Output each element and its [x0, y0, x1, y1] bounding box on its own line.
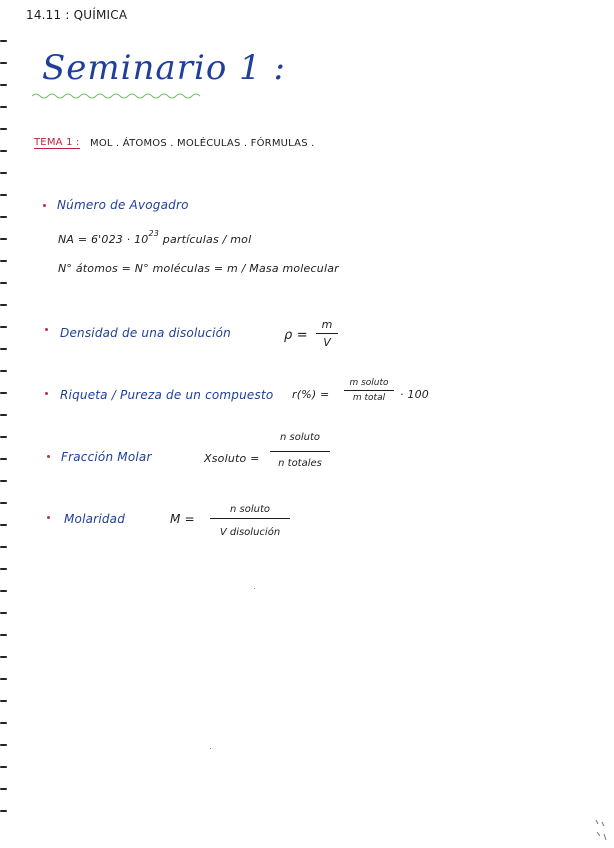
densidad-numerator: m — [321, 318, 333, 331]
molaridad-label: Molaridad — [64, 512, 126, 526]
densidad-label: Densidad de una disolución — [60, 326, 231, 340]
riqueza-lhs: r(%) = — [292, 388, 330, 401]
bullet-densidad — [45, 328, 48, 331]
bullet-riqueza — [45, 392, 48, 395]
densidad-denominator: V — [323, 336, 331, 349]
title-underline — [32, 92, 202, 100]
spiral-binding — [0, 0, 10, 848]
course-header: 14.11 : QUÍMICA — [26, 8, 128, 22]
bullet-avogadro — [43, 204, 46, 207]
densidad-fraction — [316, 318, 338, 349]
paper-speck — [210, 748, 211, 749]
bullet-molaridad — [47, 516, 50, 519]
molaridad-fraction — [210, 504, 290, 538]
riqueza-numerator: m soluto — [349, 378, 389, 388]
corner-mark — [592, 818, 610, 844]
fraccion-lhs: Xsoluto = — [204, 452, 260, 465]
avogadro-formula — [58, 229, 252, 246]
densidad-lhs: ρ = — [284, 328, 308, 343]
fraccion-numerator: n soluto — [280, 432, 320, 443]
avogadro-exponent: 23 — [148, 229, 160, 238]
atoms-relation: N° átomos = N° moléculas = m / Masa molecular — [58, 262, 339, 275]
paper-speck — [254, 588, 255, 589]
riqueza-fraction — [344, 378, 394, 403]
tema-topics: MOL . ÁTOMOS . MOLÉCULAS . FÓRMULAS . — [90, 138, 315, 149]
fraccion-fraction — [270, 432, 330, 469]
riqueza-label: Riqueta / Pureza de un compuesto — [60, 388, 274, 402]
fraccion-label: Fracción Molar — [61, 450, 152, 464]
fraccion-denominator: n totales — [278, 458, 322, 469]
molaridad-denominator: V disolución — [219, 527, 281, 538]
bullet-fraccion — [47, 455, 50, 458]
avogadro-label: Número de Avogadro — [57, 198, 189, 212]
avogadro-na-prefix: NA = 6'023 · 10 — [58, 233, 149, 246]
molaridad-lhs: M = — [170, 512, 195, 526]
riqueza-factor: · 100 — [400, 388, 429, 401]
avogadro-na-suffix: partículas / mol — [162, 233, 252, 246]
page-title: Seminario 1 : — [42, 48, 286, 88]
tema-label: TEMA 1 : — [34, 137, 80, 148]
molaridad-numerator: n soluto — [230, 504, 270, 515]
riqueza-denominator: m total — [352, 393, 386, 403]
